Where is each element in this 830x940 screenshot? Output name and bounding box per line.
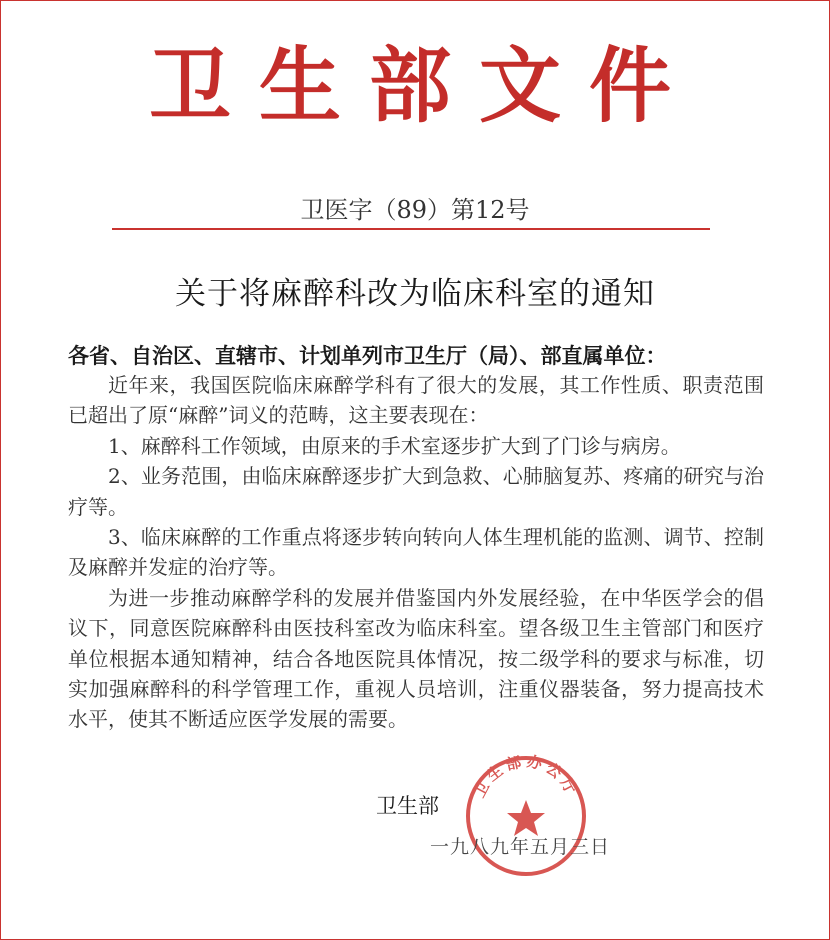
notice-title: 关于将麻醉科改为临床科室的通知 (175, 276, 655, 312)
paragraph-intro: 近年来，我国医院临床麻醉学科有了很大的发展，其工作性质、职责范围已超出了原“麻醉”词义的范畴，这主要表现在： (68, 373, 764, 428)
red-divider-line (112, 228, 710, 230)
masthead-title: 卫生部文件 (148, 38, 699, 134)
signer-name: 卫生部 (376, 794, 439, 818)
notice-body (68, 370, 764, 735)
addressee-line: 各省、自治区、直辖市、计划单列市卫生厅（局）、部直属单位： (68, 344, 667, 368)
paragraph-decision: 为进一步推动麻醉学科的发展并借鉴国内外发展经验，在中华医学会的倡议下，同意医院麻醉科由医技科室改为临床科室。望各级卫生主管部门和医疗单位根据本通知精神，结合各地医院具体情况，按二级学科的要求与标准，切实加强麻醉科的科学管理工作，重视人员培训，注重仪器装备，努力提高技术水平，使其不断适应医学发展的需要。 (68, 585, 764, 732)
issue-date: 一九八九年五月三日 (430, 836, 611, 858)
official-seal-icon (462, 752, 590, 880)
document-number: 卫医字（89）第12号 (300, 196, 530, 224)
star-icon (507, 800, 545, 836)
paragraph-item-2: 2、业务范围，由临床麻醉逐步扩大到急救、心肺脑复苏、疼痛的研究与治疗等。 (68, 464, 764, 519)
seal-text: 卫生部办公厅 (470, 752, 582, 801)
paragraph-item-3: 3、临床麻醉的工作重点将逐步转向转向人体生理机能的监测、调节、控制及麻醉并发症的治疗等。 (68, 525, 764, 580)
paragraph-item-1: 1、麻醉科工作领域，由原来的手术室逐步扩大到了门诊与病房。 (108, 433, 681, 458)
